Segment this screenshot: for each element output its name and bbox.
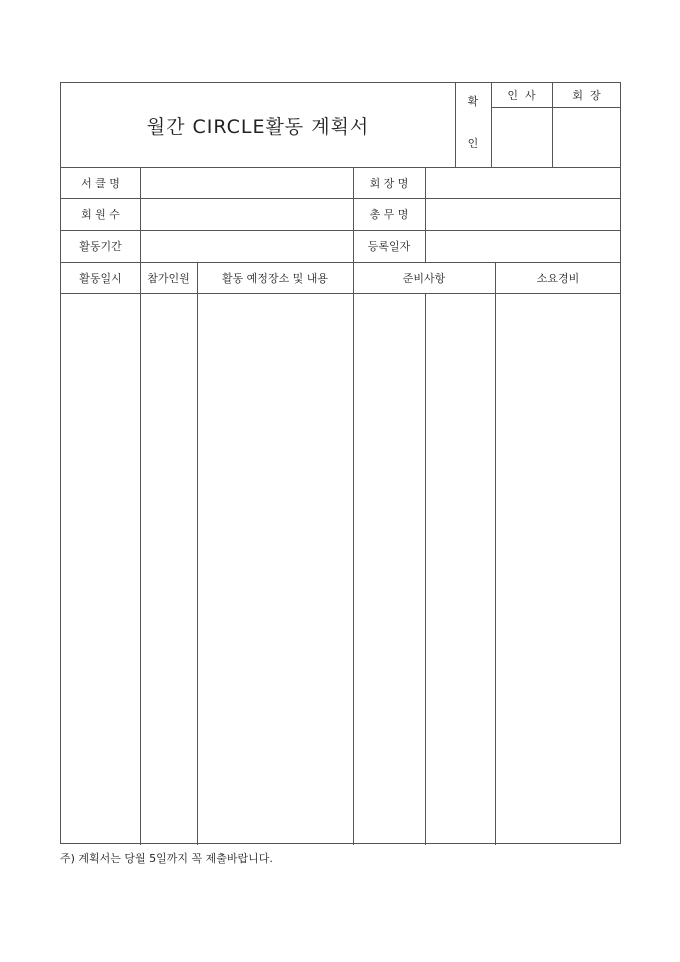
president-name-label: 회 장 명 <box>369 176 409 190</box>
approver-label-hr: 인 사 <box>507 89 536 102</box>
column-header-preparation: 준비사항 <box>402 271 446 285</box>
place-content-entry-area[interactable] <box>198 294 352 844</box>
secretary-name-label: 총 무 명 <box>369 208 409 221</box>
registration-date-field[interactable] <box>426 231 620 261</box>
member-count-label: 회 원 수 <box>81 208 120 221</box>
approval-box-hr[interactable] <box>492 108 551 166</box>
page-title: 월간 CIRCLE활동 계획서 <box>146 115 370 138</box>
column-header-expenses: 소요경비 <box>536 271 580 285</box>
activity-period-label: 활동기간 <box>79 240 122 253</box>
approval-box-president[interactable] <box>553 108 620 166</box>
column-header-participants: 참가인원 <box>147 271 190 285</box>
confirm-label-top: 확 <box>467 95 479 108</box>
circle-name-label: 서 클 명 <box>81 176 120 190</box>
confirm-label-bottom: 인 <box>467 137 479 150</box>
expenses-entry-area[interactable] <box>496 294 620 844</box>
column-header-place-content: 활동 예정장소 및 내용 <box>221 271 329 285</box>
activity-plan-form <box>60 82 621 844</box>
member-count-field[interactable] <box>141 199 352 229</box>
footer-note: 주) 계획서는 당월 5일까지 꼭 제출바랍니다. <box>60 852 273 865</box>
president-name-field[interactable] <box>426 168 620 197</box>
secretary-name-field[interactable] <box>426 199 620 229</box>
circle-name-field[interactable] <box>141 168 352 197</box>
activity-period-field[interactable] <box>141 231 352 261</box>
datetime-entry-area[interactable] <box>62 294 139 844</box>
column-header-datetime: 활동일시 <box>79 271 122 285</box>
registration-date-label: 등록일자 <box>367 240 411 253</box>
approver-label-president: 회 장 <box>572 89 601 102</box>
preparation-entry-area[interactable] <box>354 294 494 844</box>
participants-entry-area[interactable] <box>141 294 196 844</box>
